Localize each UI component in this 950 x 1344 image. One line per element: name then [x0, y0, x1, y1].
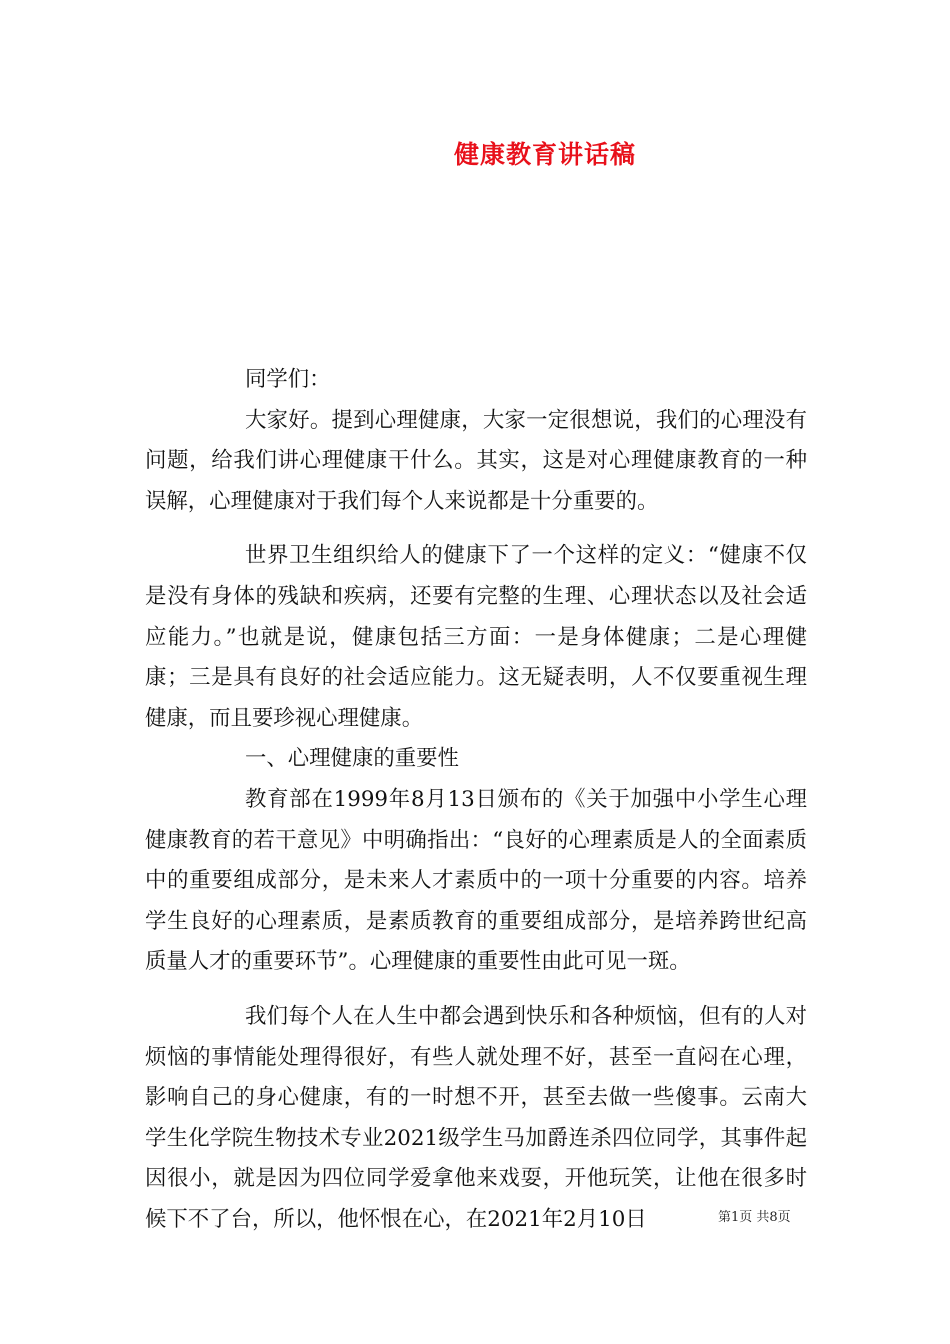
page-number: 第1页 共8页: [718, 1210, 791, 1225]
salutation-paragraph: 同学们：: [245, 367, 331, 392]
body-paragraph: 我们每个人在人生中都会遇到快乐和各种烦恼，但有的人对烦恼的事情能处理得很好，有些人就处理不好，甚至一直闷在心理，影响自己的身心健康，有的一时想不开，甚至去做一些傻事。云南大学生化学院生物技术专业2021级学生马加爵连杀四位同学，其事件起因很小，就是因为四位同学爱拿他来戏耍，开他玩笑，让他在很多时候下不了台，所以，他怀恨在心，在2021年2月10日: [145, 1003, 807, 1232]
document-title: 健康教育讲话稿: [453, 140, 636, 169]
body-paragraph: 世界卫生组织给人的健康下了一个这样的定义：“健康不仅是没有身体的残缺和疾病，还要有完整的生理、心理状态以及社会适应能力。”也就是说，健康包括三方面：一是身体健康；二是心理健康；三是具有良好的社会适应能力。这无疑表明，人不仅要重视生理健康，而且要珍视心理健康。: [145, 543, 807, 731]
document-body: [145, 360, 807, 1240]
body-paragraph: 大家好。提到心理健康，大家一定很想说，我们的心理没有问题，给我们讲心理健康干什么。其实，这是对心理健康教育的一种误解，心理健康对于我们每个人来说都是十分重要的。: [145, 407, 807, 514]
section-heading: 一、心理健康的重要性: [245, 746, 459, 772]
body-paragraph: 教育部在1999年8月13日颁布的《关于加强中小学生心理健康教育的若干意见》中明确指出：“良好的心理素质是人的全面素质中的重要组成部分，是未来人才素质中的一项十分重要的内容。培养学生良好的心理素质，是素质教育的重要组成部分，是培养跨世纪高质量人才的重要环节”。心理健康的重要性由此可见一斑。: [145, 786, 807, 975]
